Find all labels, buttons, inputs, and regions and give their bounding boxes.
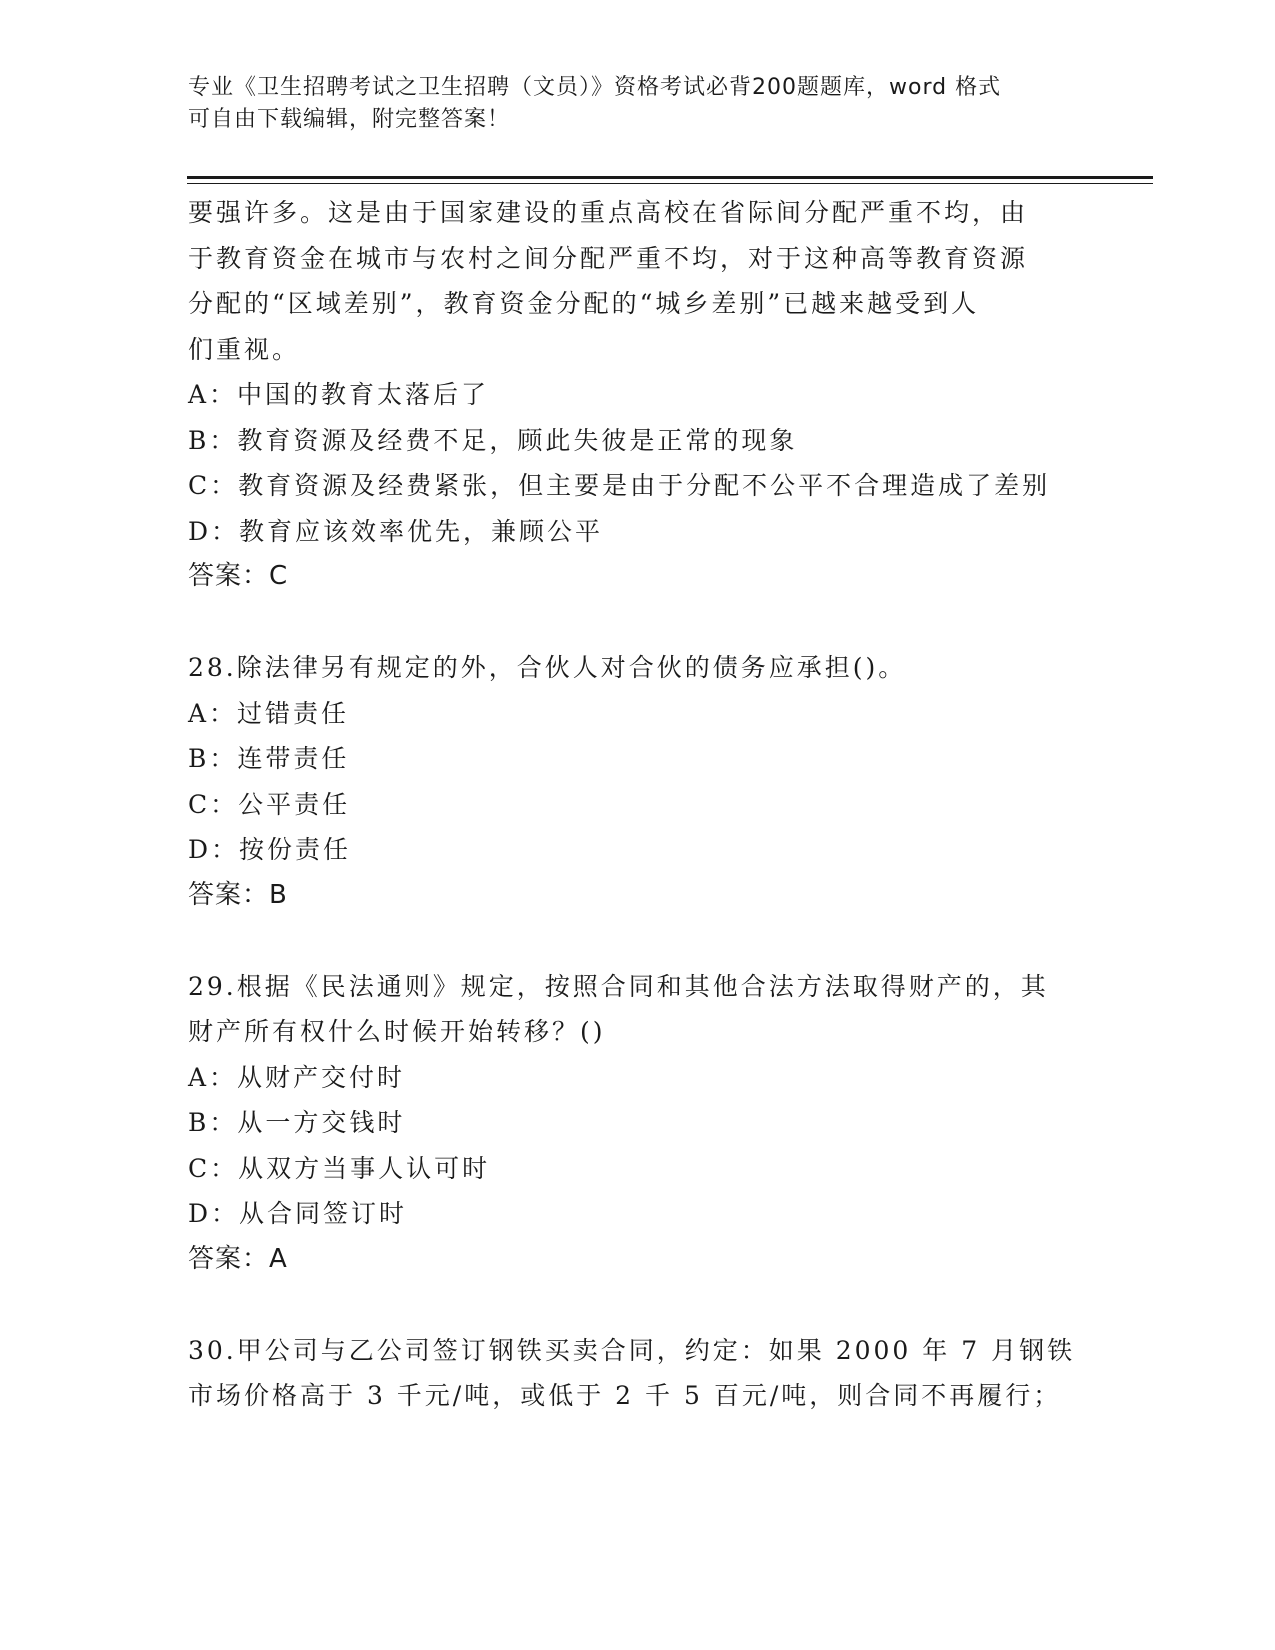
question-text-line: 财产所有权什么时候开始转移？() <box>188 1017 606 1046</box>
option-c: C：从双方当事人认可时 <box>188 1153 491 1183</box>
question-text-line: 分配的“区域差别”，教育资金分配的“城乡差别”已越来越受到人 <box>188 289 980 318</box>
option-a: A：从财产交付时 <box>188 1062 406 1092</box>
option-b: B：从一方交钱时 <box>188 1108 406 1137</box>
question-text-line: 要强许多。这是由于国家建设的重点高校在省际间分配严重不均，由 <box>188 198 1029 227</box>
option-b: B：连带责任 <box>188 744 350 773</box>
question-text-line: 28.除法律另有规定的外，合伙人对合伙的债务应承担()。 <box>188 653 907 682</box>
question-29 <box>188 964 1088 1283</box>
header-title-line-2: 可自由下载编辑，附完整答案！ <box>188 107 511 132</box>
option-d: D：按份责任 <box>188 835 352 864</box>
question-27-continuation <box>188 190 1088 600</box>
spacer <box>188 918 1088 964</box>
spacer <box>188 600 1088 646</box>
header-title-line-1: 专业《卫生招聘考试之卫生招聘（文员）》资格考试必背200题题库，word 格式 <box>188 75 1002 100</box>
option-d: D：从合同签订时 <box>188 1199 408 1228</box>
option-a: A：中国的教育太落后了 <box>188 380 490 409</box>
document-body <box>188 190 1088 1419</box>
header-divider-thin <box>187 183 1153 184</box>
answer-label: 答案：C <box>188 561 289 591</box>
option-a: A：过错责任 <box>188 698 350 728</box>
option-c: C：教育资源及经费紧张，但主要是由于分配不公平不合理造成了差别 <box>188 471 1051 500</box>
answer-label: 答案：A <box>188 1243 288 1274</box>
question-text-line: 市场价格高于 3 千元/吨，或低于 2 千 5 百元/吨，则合同不再履行； <box>188 1381 1062 1410</box>
document-header <box>188 72 1068 136</box>
question-text-line: 们重视。 <box>188 334 301 364</box>
option-b: B：教育资源及经费不足，顾此失彼是正常的现象 <box>188 425 798 455</box>
question-text-line: 于教育资金在城市与农村之间分配严重不均，对于这种高等教育资源 <box>188 243 1029 273</box>
question-text-line: 30.甲公司与乙公司签订钢铁买卖合同，约定：如果 2000 年 7 月钢铁 <box>188 1335 1076 1365</box>
answer-label: 答案：B <box>188 879 288 910</box>
option-c: C：公平责任 <box>188 789 351 819</box>
question-28 <box>188 645 1088 918</box>
spacer <box>188 1282 1088 1328</box>
header-divider-thick <box>187 176 1153 179</box>
question-text-line: 29.根据《民法通则》规定，按照合同和其他合法方法取得财产的，其 <box>188 971 1049 1001</box>
option-d: D：教育应该效率优先，兼顾公平 <box>188 516 604 546</box>
question-30 <box>188 1328 1088 1419</box>
